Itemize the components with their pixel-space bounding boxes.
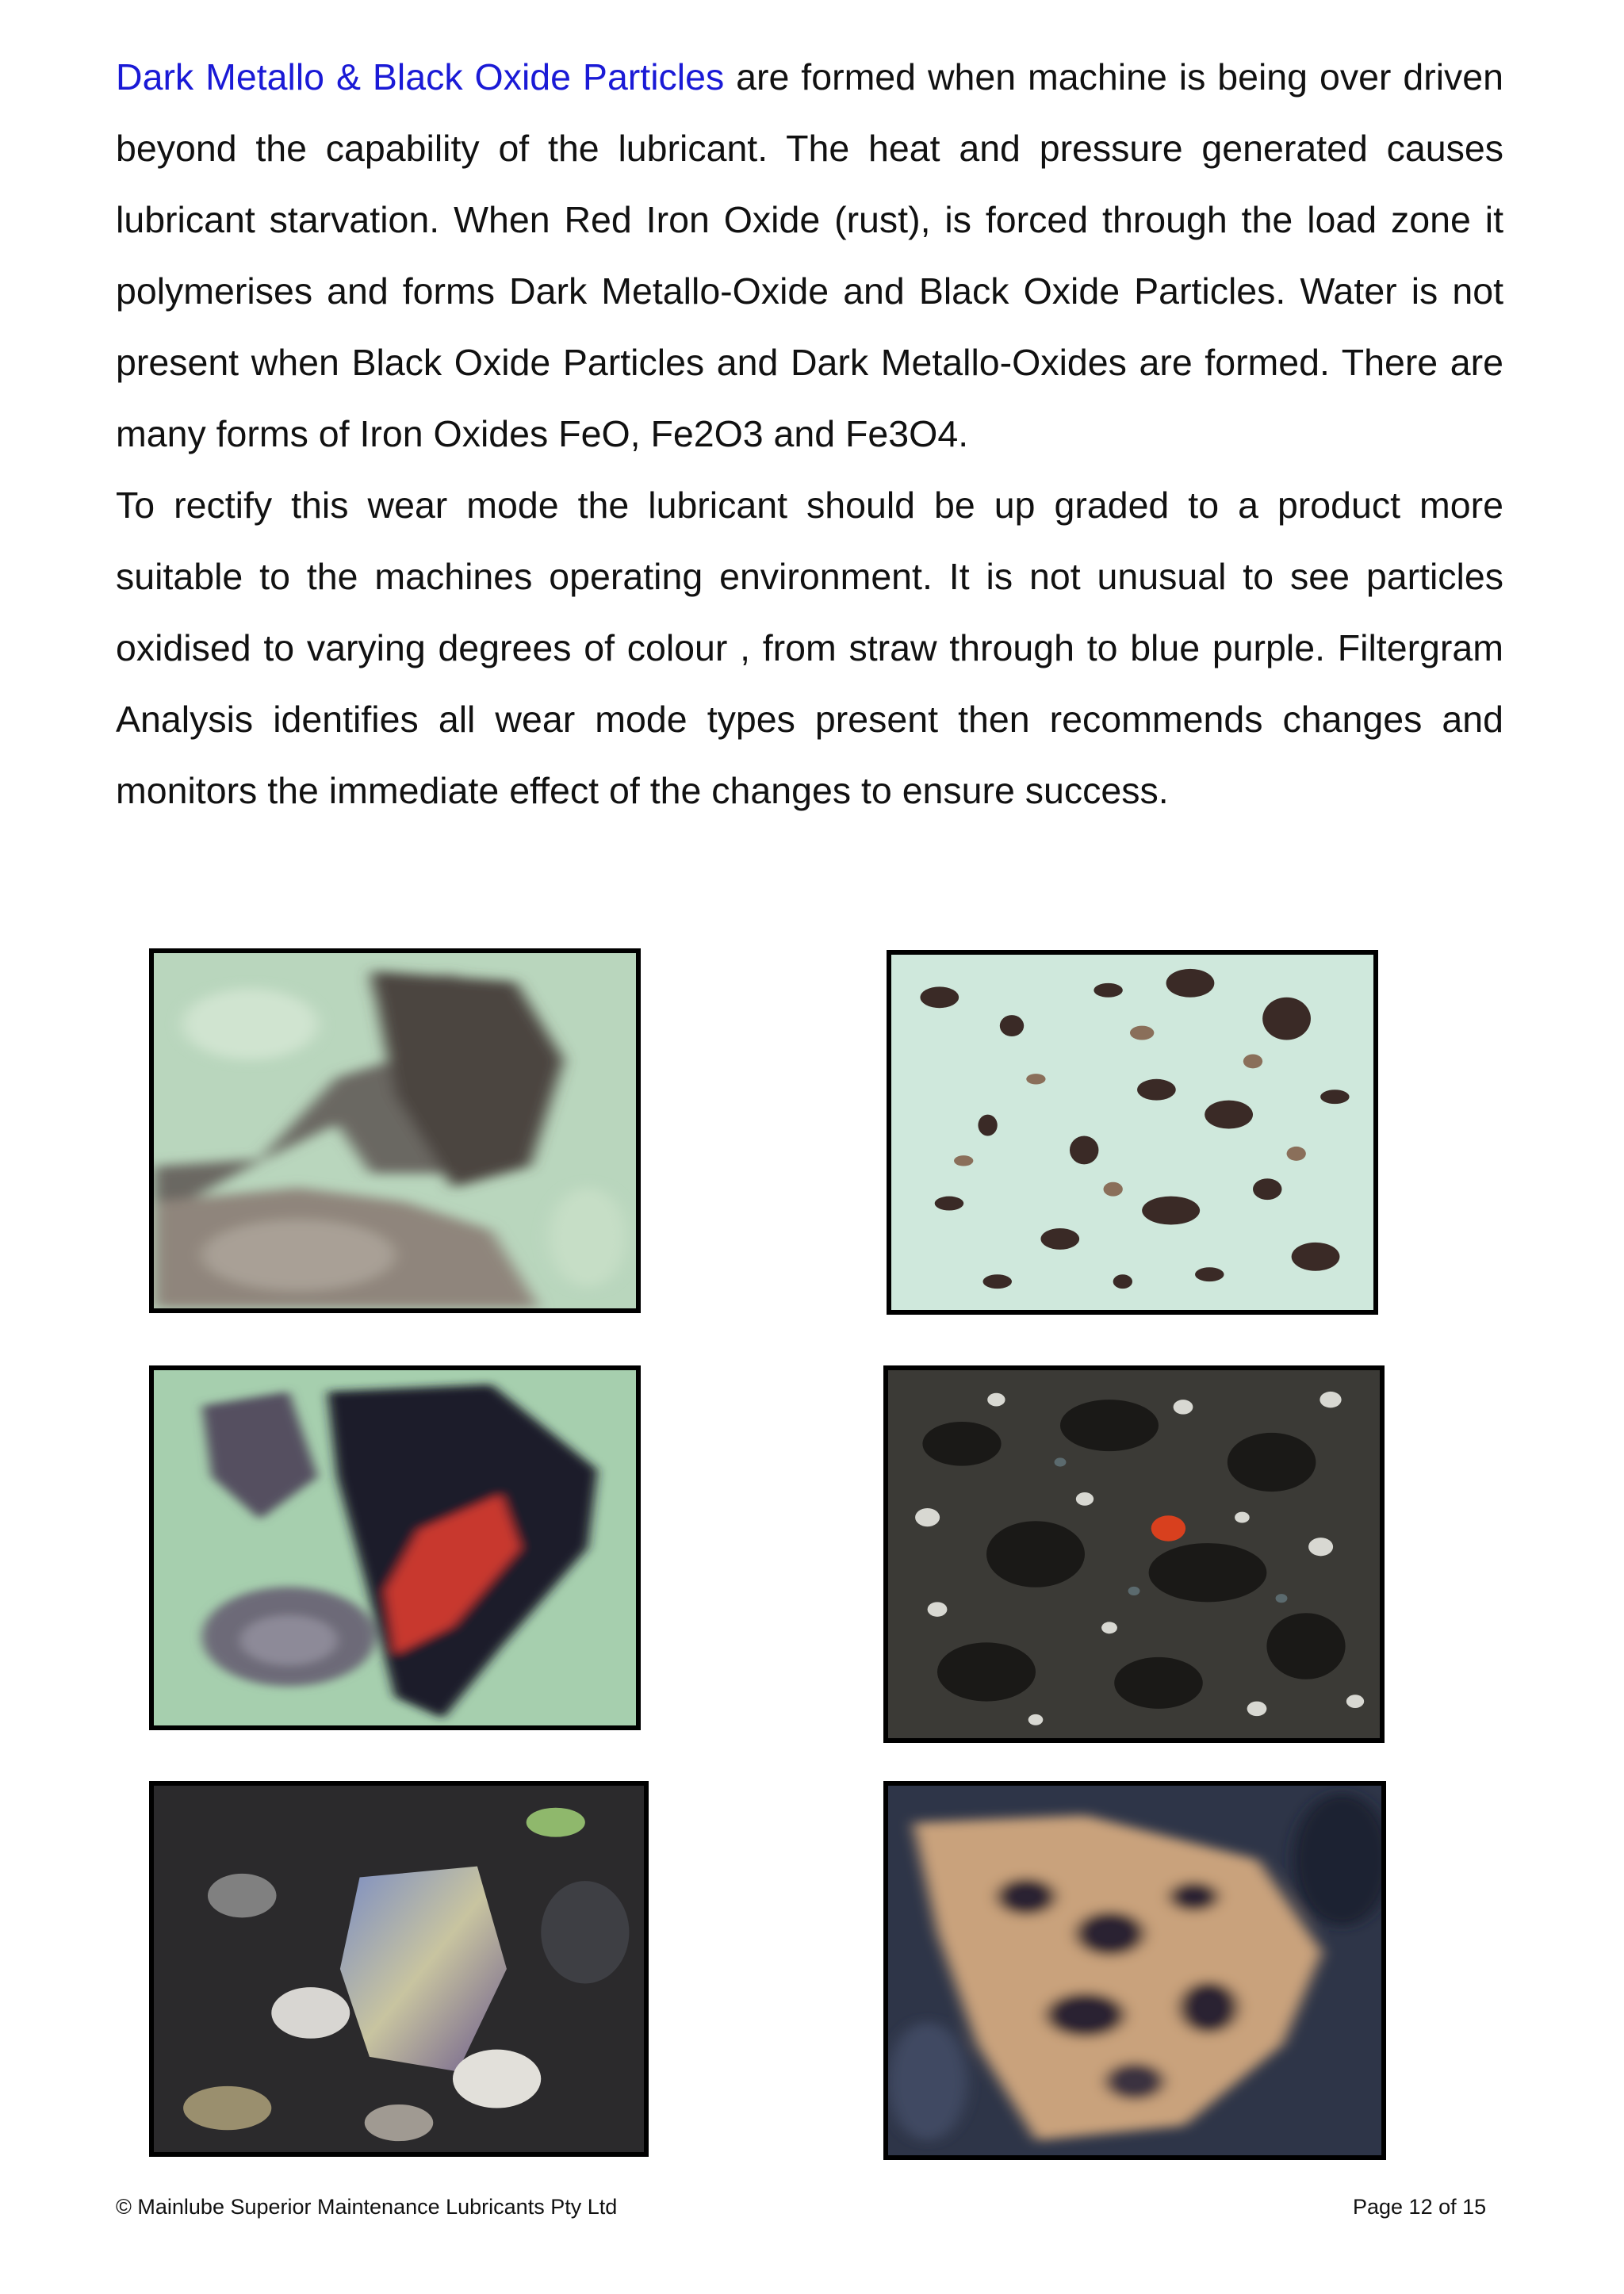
highlight-term: Dark Metallo & Black Oxide Particles (116, 56, 725, 98)
micrograph-4 (883, 1365, 1385, 1743)
micrograph-2-image (891, 955, 1373, 1310)
footer-page-number: Page 12 of 15 (1353, 2195, 1487, 2219)
micrograph-3 (149, 1365, 641, 1730)
paragraph-1-text: are formed when machine is being over driven beyond the capability of the lubricant. The heat and pressure generated causes lubricant starvation. When Red Iron Oxide (rust), is forced through the load zone it polymerises and forms Dark Metallo-Oxide and Black Oxide Particles. Water is not present when Black Oxide Particles and Dark Metallo-Oxides are formed. There are many forms of Iron Oxides FeO, Fe2O3 and Fe3O4. (116, 56, 1503, 454)
micrograph-2 (887, 950, 1378, 1315)
footer-copyright: © Mainlube Superior Maintenance Lubricants Pty Ltd (116, 2195, 618, 2219)
micrograph-4-image (888, 1370, 1380, 1738)
paragraph-1 (116, 41, 1503, 469)
micrograph-5-image (154, 1786, 644, 2152)
micrograph-6 (883, 1781, 1386, 2160)
micrograph-6-image (888, 1786, 1381, 2155)
body-text (116, 41, 1503, 826)
micrograph-1 (149, 948, 641, 1313)
micrograph-5 (149, 1781, 649, 2157)
paragraph-2: To rectify this wear mode the lubricant should be up graded to a product more suitable to the machines operating environment. It is not unusual to see particles oxidised to varying degrees of colour , from straw through to blue purple. Filtergram Analysis identifies all wear mode types present then recommends changes and monitors the immediate effect of the changes to ensure success. (116, 484, 1503, 811)
micrograph-3-image (154, 1370, 636, 1725)
micrograph-1-image (154, 953, 636, 1308)
